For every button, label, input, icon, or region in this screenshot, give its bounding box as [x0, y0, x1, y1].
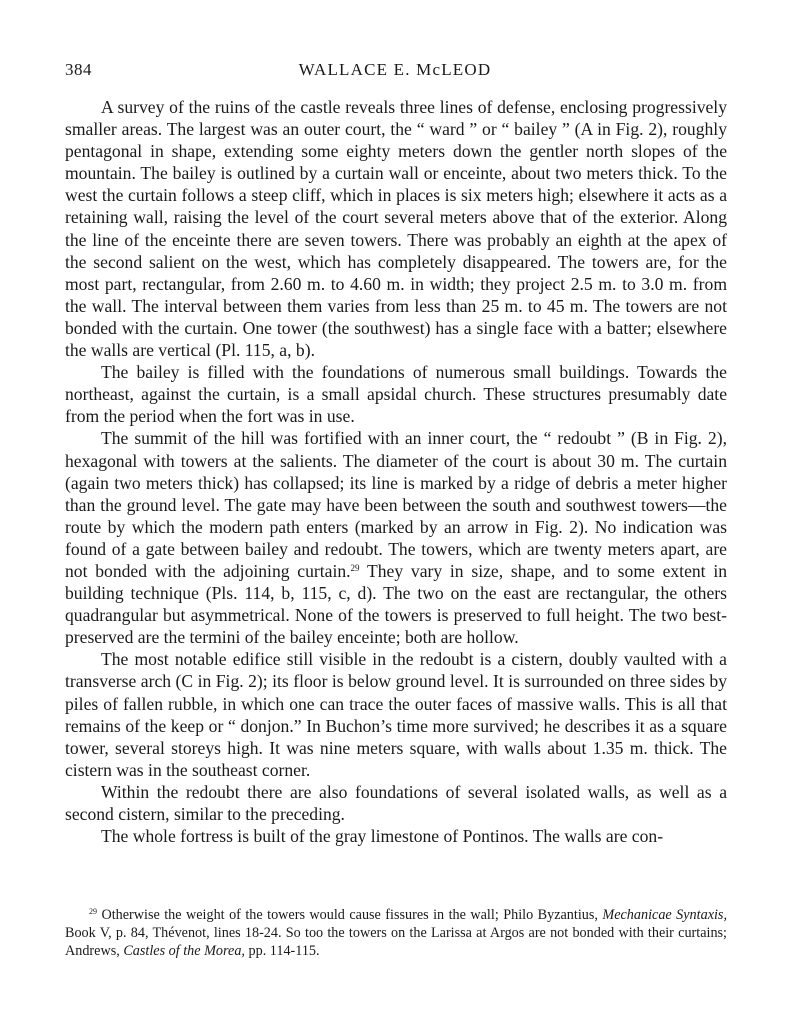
paragraph-6: The whole fortress is built of the gray limestone of Pontinos. The walls are con- [101, 826, 664, 847]
page-number: 384 [65, 60, 92, 79]
paragraph-3-continuation: They vary in size, shape, and to some extent in building technique (Pls. 114, b, 115, c, d). The two on the east are rectangular, the others quadrangular but asymmetrical. None of the towers is preserved to full height. The two best-preserved are the termini of the bailey enceinte; both are hollow. [65, 560, 727, 648]
body-text [65, 96, 727, 847]
paragraph-1: A survey of the ruins of the castle reveals three lines of defense, enclosing progressively smaller areas. The largest was an outer court, the “ ward ” or “ bailey ” (A in Fig. 2), roughly pentagonal in shape, extending some eighty meters down the gentler north slopes of the mountain. The bailey is outlined by a curtain wall or enceinte, about two meters thick. To the west the curtain follows a steep cliff, which in places is six meters high; elsewhere it acts as a retaining wall, raising the level of the court several meters above that of the exterior. Along the line of the enceinte there are seven towers. There was probably an eighth at the apex of the second salient on the west, which has completely disappeared. The towers are, for the most part, rectangular, from 2.60 m. to 4.60 m. in width; they project 2.5 m. to 3.0 m. from the wall. The interval between them varies from less than 25 m. to 45 m. The towers are not bonded with the curtain. One tower (the southwest) has a single face with a batter; elsewhere the walls are vertical (Pl. 115, a, b). [65, 97, 727, 361]
footnote-number: 29 [89, 907, 97, 916]
footnote-reference: 29 [350, 562, 360, 573]
paragraph-3-text: The summit of the hill was fortified with an inner court, the “ redoubt ” (B in Fig. 2), hexagonal with towers at the salients. The diameter of the court is about 30 m. The curtain (again two meters thick) has collapsed; its line is marked by a ridge of debris a meter higher than the ground level. The gate may have been between the south and southwest towers—the route by which the modern path enters (marked by an arrow in Fig. 2). No indication was found of a gate between bailey and redoubt. The towers, which are twenty meters apart, are not bonded with the adjoining curtain. [65, 428, 727, 581]
footnote-title-mechanicae: Mechanicae Syntaxis, [602, 907, 727, 923]
footnote-title-castles: Castles of the Morea, [123, 943, 245, 960]
paragraph-5: Within the redoubt there are also foundations of several isolated walls, as well as a second cistern, similar to the preceding. [65, 781, 727, 824]
running-head: WALLACE E. McLEOD [298, 60, 492, 79]
paragraph-3 [65, 427, 727, 648]
footnote-29: $^{29}$ Otherwise the weight of the towers would cause fissures in the wall; Philo Byzantius, Mechanicae Syntaxis, Book V, p. 84, Thévenot, lines 18-24. So too the towers on the Larissa at Argos are not bonded with their curtains; Andrews, Castles of the Morea, pp. 114-115. [65, 907, 727, 960]
page-header [65, 60, 725, 84]
paragraph-4: The most notable edifice still visible in the redoubt is a cistern, doubly vaulted with a transverse arch (C in Fig. 2); its floor is below ground level. It is surrounded on three sides by piles of fallen rubble, in which one can trace the outer faces of massive walls. This is all that remains of the keep or “ donjon.” In Buchon’s time more survived; he describes it as a square tower, several storeys high. It was nine meters square, with walls about 1.35 m. thick. The cistern was in the southeast corner. [65, 649, 727, 780]
paragraph-2: The bailey is filled with the foundations of numerous small buildings. Towards the northeast, against the curtain, is a small apsidal church. These structures presumably date from the period when the fort was in use. [65, 362, 727, 427]
footnote [65, 906, 727, 961]
